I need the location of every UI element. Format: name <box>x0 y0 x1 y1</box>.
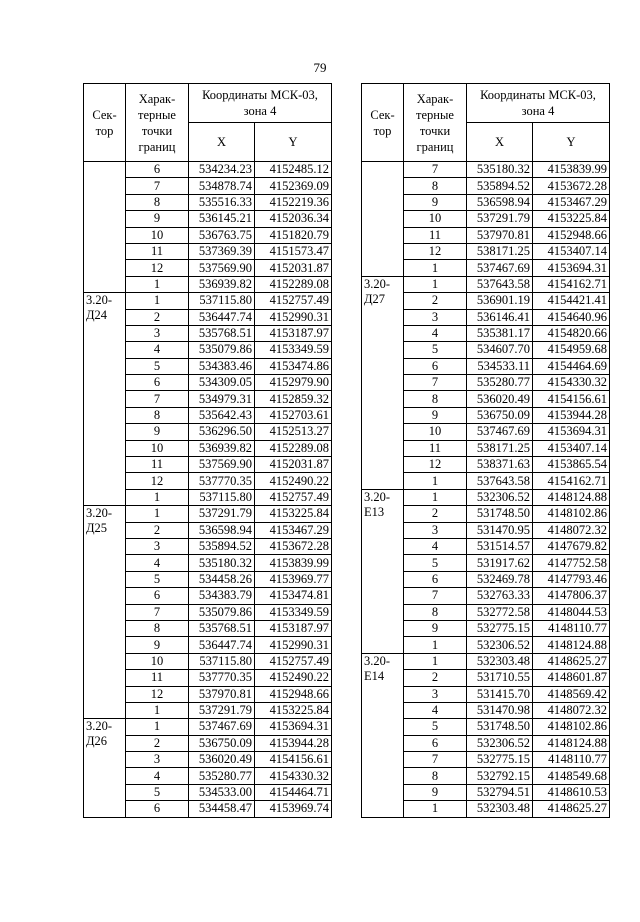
point-number: 7 <box>404 752 467 768</box>
header-boundary-points: Харак-терные точки границ <box>404 84 467 162</box>
coord-x: 537115.80 <box>189 293 255 309</box>
coord-y: 4154156.61 <box>255 752 332 768</box>
coord-x: 534607.70 <box>467 342 533 358</box>
point-number: 1 <box>404 260 467 276</box>
coord-x: 537970.81 <box>467 227 533 243</box>
header-y: Y <box>255 123 332 162</box>
point-number: 1 <box>126 489 189 505</box>
point-number: 1 <box>404 653 467 669</box>
coord-y: 4147679.82 <box>533 538 610 554</box>
point-number: 1 <box>404 637 467 653</box>
point-number: 9 <box>126 424 189 440</box>
coord-y: 4154162.71 <box>533 276 610 292</box>
coord-y: 4154330.32 <box>533 375 610 391</box>
coord-y: 4152513.27 <box>255 424 332 440</box>
point-number: 2 <box>404 293 467 309</box>
sector-cell: 3.20-Д26 <box>84 719 126 817</box>
point-number: 8 <box>126 407 189 423</box>
point-number: 1 <box>404 801 467 817</box>
coord-y: 4153839.99 <box>255 555 332 571</box>
coord-x: 532306.52 <box>467 637 533 653</box>
coord-y: 4154421.41 <box>533 293 610 309</box>
coord-y: 4148072.32 <box>533 702 610 718</box>
point-number: 11 <box>126 670 189 686</box>
point-number: 5 <box>404 555 467 571</box>
coord-y: 4153225.84 <box>255 702 332 718</box>
coord-y: 4152990.31 <box>255 309 332 325</box>
coord-y: 4153187.97 <box>255 620 332 636</box>
point-number: 11 <box>404 440 467 456</box>
point-number: 9 <box>126 637 189 653</box>
point-number: 1 <box>126 276 189 292</box>
coord-x: 535280.77 <box>467 375 533 391</box>
coord-y: 4148124.88 <box>533 735 610 751</box>
coord-y: 4154162.71 <box>533 473 610 489</box>
coord-y: 4153969.74 <box>255 801 332 817</box>
point-number: 8 <box>404 178 467 194</box>
point-number: 8 <box>404 604 467 620</box>
point-number: 8 <box>126 620 189 636</box>
coord-y: 4154156.61 <box>533 391 610 407</box>
coord-x: 536750.09 <box>467 407 533 423</box>
table-row <box>362 276 610 292</box>
coord-y: 4152979.90 <box>255 375 332 391</box>
coord-x: 534309.05 <box>189 375 255 391</box>
coord-y: 4148569.42 <box>533 686 610 702</box>
coord-y: 4152219.36 <box>255 194 332 210</box>
coord-x: 536296.50 <box>189 424 255 440</box>
point-number: 9 <box>404 784 467 800</box>
coord-x: 535768.51 <box>189 620 255 636</box>
sector-cell: 3.20-Д25 <box>84 506 126 719</box>
table-row <box>84 719 332 735</box>
coord-x: 536447.74 <box>189 309 255 325</box>
coord-x: 536598.94 <box>467 194 533 210</box>
coord-x: 534383.46 <box>189 358 255 374</box>
coord-y: 4153467.29 <box>255 522 332 538</box>
coord-x: 535894.52 <box>189 538 255 554</box>
coord-x: 531748.50 <box>467 719 533 735</box>
coord-y: 4154464.69 <box>533 358 610 374</box>
coord-y: 4148044.53 <box>533 604 610 620</box>
coord-x: 532794.51 <box>467 784 533 800</box>
sector-cell <box>84 162 126 293</box>
point-number: 7 <box>404 162 467 178</box>
coord-x: 536447.74 <box>189 637 255 653</box>
coord-x: 535079.86 <box>189 604 255 620</box>
coord-x: 536939.82 <box>189 276 255 292</box>
coord-x: 532303.48 <box>467 801 533 817</box>
coord-x: 532306.52 <box>467 489 533 505</box>
coord-x: 535180.32 <box>189 555 255 571</box>
coord-x: 531710.55 <box>467 670 533 686</box>
coord-x: 537770.35 <box>189 670 255 686</box>
coord-x: 538171.25 <box>467 440 533 456</box>
coord-y: 4153944.28 <box>533 407 610 423</box>
point-number: 1 <box>404 489 467 505</box>
coord-y: 4152757.49 <box>255 293 332 309</box>
coord-x: 538171.25 <box>467 243 533 259</box>
coord-x: 536146.41 <box>467 309 533 325</box>
coord-x: 537291.79 <box>189 506 255 522</box>
point-number: 12 <box>404 243 467 259</box>
coord-x: 531470.98 <box>467 702 533 718</box>
coord-x: 537115.80 <box>189 653 255 669</box>
table-row <box>362 653 610 669</box>
point-number: 5 <box>126 358 189 374</box>
coord-x: 535768.51 <box>189 325 255 341</box>
point-number: 4 <box>126 768 189 784</box>
point-number: 7 <box>126 604 189 620</box>
point-number: 1 <box>126 506 189 522</box>
coord-y: 4152036.34 <box>255 211 332 227</box>
coord-x: 536145.21 <box>189 211 255 227</box>
page-number: 79 <box>313 60 327 75</box>
coord-y: 4153694.31 <box>255 719 332 735</box>
point-number: 1 <box>126 702 189 718</box>
coord-y: 4148625.27 <box>533 653 610 669</box>
coord-y: 4153672.28 <box>533 178 610 194</box>
coord-y: 4148625.27 <box>533 801 610 817</box>
point-number: 7 <box>404 375 467 391</box>
coord-x: 535280.77 <box>189 768 255 784</box>
point-number: 6 <box>126 801 189 817</box>
point-number: 10 <box>126 227 189 243</box>
point-number: 2 <box>126 735 189 751</box>
coord-y: 4152757.49 <box>255 653 332 669</box>
point-number: 11 <box>126 457 189 473</box>
coord-x: 532303.48 <box>467 653 533 669</box>
coord-x: 534458.47 <box>189 801 255 817</box>
point-number: 9 <box>404 620 467 636</box>
coord-y: 4152031.87 <box>255 260 332 276</box>
coord-x: 535079.86 <box>189 342 255 358</box>
coord-y: 4148102.86 <box>533 719 610 735</box>
coord-x: 537291.79 <box>467 211 533 227</box>
coord-y: 4153225.84 <box>533 211 610 227</box>
point-number: 2 <box>126 522 189 538</box>
coord-y: 4152948.66 <box>533 227 610 243</box>
point-number: 2 <box>404 506 467 522</box>
coord-y: 4152490.22 <box>255 670 332 686</box>
coord-x: 534533.11 <box>467 358 533 374</box>
coord-y: 4154330.32 <box>255 768 332 784</box>
coord-x: 531748.50 <box>467 506 533 522</box>
coord-y: 4148110.77 <box>533 752 610 768</box>
table-row <box>84 293 332 309</box>
coord-y: 4152031.87 <box>255 457 332 473</box>
coord-x: 531514.57 <box>467 538 533 554</box>
point-number: 3 <box>404 522 467 538</box>
coord-y: 4151820.79 <box>255 227 332 243</box>
point-number: 12 <box>404 457 467 473</box>
coord-y: 4153349.59 <box>255 604 332 620</box>
table-row <box>84 506 332 522</box>
sector-cell: 3.20-Д27 <box>362 276 404 489</box>
coord-y: 4151573.47 <box>255 243 332 259</box>
coordinates-table-right <box>361 83 610 818</box>
point-number: 10 <box>404 211 467 227</box>
point-number: 8 <box>404 391 467 407</box>
point-number: 1 <box>404 473 467 489</box>
point-number: 4 <box>404 325 467 341</box>
coord-y: 4153694.31 <box>533 424 610 440</box>
header-x: X <box>189 123 255 162</box>
point-number: 3 <box>126 538 189 554</box>
point-number: 4 <box>404 702 467 718</box>
coord-x: 535516.33 <box>189 194 255 210</box>
coord-x: 537467.69 <box>467 260 533 276</box>
coord-x: 536750.09 <box>189 735 255 751</box>
point-number: 8 <box>126 194 189 210</box>
coord-y: 4154464.71 <box>255 784 332 800</box>
header-y: Y <box>533 123 610 162</box>
point-number: 6 <box>404 358 467 374</box>
header-coordinates: Координаты МСК-03, зона 4 <box>189 84 332 123</box>
coord-x: 532792.15 <box>467 768 533 784</box>
coord-y: 4147806.37 <box>533 588 610 604</box>
coord-y: 4153839.99 <box>533 162 610 178</box>
coord-x: 535180.32 <box>467 162 533 178</box>
coord-y: 4148601.87 <box>533 670 610 686</box>
coord-x: 532469.78 <box>467 571 533 587</box>
point-number: 6 <box>404 735 467 751</box>
point-number: 6 <box>126 375 189 391</box>
coord-x: 537369.39 <box>189 243 255 259</box>
point-number: 5 <box>126 784 189 800</box>
sector-cell: 3.20-Е14 <box>362 653 404 817</box>
coord-x: 536598.94 <box>189 522 255 538</box>
coord-y: 4148610.53 <box>533 784 610 800</box>
coord-y: 4153672.28 <box>255 538 332 554</box>
point-number: 1 <box>126 293 189 309</box>
point-number: 7 <box>126 178 189 194</box>
sector-cell <box>362 162 404 277</box>
table-row <box>362 162 610 178</box>
coord-y: 4153407.14 <box>533 440 610 456</box>
coord-x: 536939.82 <box>189 440 255 456</box>
point-number: 1 <box>126 719 189 735</box>
point-number: 9 <box>404 407 467 423</box>
point-number: 3 <box>404 686 467 702</box>
coord-y: 4154959.68 <box>533 342 610 358</box>
coord-x: 534458.26 <box>189 571 255 587</box>
point-number: 10 <box>126 440 189 456</box>
coord-y: 4153865.54 <box>533 457 610 473</box>
coord-y: 4154820.66 <box>533 325 610 341</box>
coord-y: 4152703.61 <box>255 407 332 423</box>
table-row <box>84 162 332 178</box>
coord-x: 534234.23 <box>189 162 255 178</box>
coord-x: 535642.43 <box>189 407 255 423</box>
coord-y: 4148124.88 <box>533 489 610 505</box>
point-number: 9 <box>404 194 467 210</box>
point-number: 7 <box>126 391 189 407</box>
coord-y: 4152485.12 <box>255 162 332 178</box>
coord-x: 534533.00 <box>189 784 255 800</box>
coord-x: 531415.70 <box>467 686 533 702</box>
coord-y: 4152990.31 <box>255 637 332 653</box>
coord-y: 4152289.08 <box>255 276 332 292</box>
coord-y: 4152948.66 <box>255 686 332 702</box>
coord-y: 4148102.86 <box>533 506 610 522</box>
point-number: 10 <box>126 653 189 669</box>
point-number: 7 <box>404 588 467 604</box>
point-number: 3 <box>126 752 189 768</box>
coord-x: 536901.19 <box>467 293 533 309</box>
point-number: 5 <box>404 719 467 735</box>
header-sector: Сек-тор <box>362 84 404 162</box>
coord-y: 4147793.46 <box>533 571 610 587</box>
header-boundary-points: Харак-терные точки границ <box>126 84 189 162</box>
point-number: 2 <box>404 670 467 686</box>
point-number: 6 <box>126 588 189 604</box>
point-number: 5 <box>404 342 467 358</box>
coord-y: 4153969.77 <box>255 571 332 587</box>
point-number: 12 <box>126 260 189 276</box>
coord-x: 534878.74 <box>189 178 255 194</box>
coord-y: 4148549.68 <box>533 768 610 784</box>
header-x: X <box>467 123 533 162</box>
coord-x: 537643.58 <box>467 473 533 489</box>
point-number: 3 <box>404 309 467 325</box>
point-number: 4 <box>126 342 189 358</box>
coord-x: 531470.95 <box>467 522 533 538</box>
coord-y: 4148124.88 <box>533 637 610 653</box>
coord-y: 4154640.96 <box>533 309 610 325</box>
coord-x: 534979.31 <box>189 391 255 407</box>
coord-x: 535894.52 <box>467 178 533 194</box>
coord-x: 531917.62 <box>467 555 533 571</box>
point-number: 1 <box>404 276 467 292</box>
point-number: 2 <box>126 309 189 325</box>
point-number: 3 <box>126 325 189 341</box>
coord-x: 536763.75 <box>189 227 255 243</box>
coord-y: 4153944.28 <box>255 735 332 751</box>
coord-x: 535381.17 <box>467 325 533 341</box>
coord-y: 4153225.84 <box>255 506 332 522</box>
coord-y: 4153474.86 <box>255 358 332 374</box>
point-number: 11 <box>404 227 467 243</box>
point-number: 4 <box>126 555 189 571</box>
point-number: 4 <box>404 538 467 554</box>
point-number: 8 <box>404 768 467 784</box>
point-number: 10 <box>404 424 467 440</box>
point-number: 5 <box>126 571 189 587</box>
coord-x: 537643.58 <box>467 276 533 292</box>
coord-y: 4153187.97 <box>255 325 332 341</box>
coord-x: 538371.63 <box>467 457 533 473</box>
header-coordinates: Координаты МСК-03, зона 4 <box>467 84 610 123</box>
coord-x: 532775.15 <box>467 752 533 768</box>
coordinates-table-left <box>83 83 332 818</box>
coord-y: 4152289.08 <box>255 440 332 456</box>
coord-y: 4152757.49 <box>255 489 332 505</box>
coord-y: 4152859.32 <box>255 391 332 407</box>
coord-y: 4153349.59 <box>255 342 332 358</box>
coord-x: 537569.90 <box>189 457 255 473</box>
table-row <box>362 489 610 505</box>
coord-y: 4148110.77 <box>533 620 610 636</box>
coord-x: 537467.69 <box>189 719 255 735</box>
header-sector: Сек-тор <box>84 84 126 162</box>
coord-y: 4153407.14 <box>533 243 610 259</box>
coord-x: 532772.58 <box>467 604 533 620</box>
coord-x: 536020.49 <box>467 391 533 407</box>
coord-x: 537467.69 <box>467 424 533 440</box>
coord-x: 532306.52 <box>467 735 533 751</box>
coord-x: 532775.15 <box>467 620 533 636</box>
coord-y: 4153474.81 <box>255 588 332 604</box>
sector-cell: 3.20-Е13 <box>362 489 404 653</box>
coord-y: 4152369.09 <box>255 178 332 194</box>
coord-y: 4153467.29 <box>533 194 610 210</box>
coord-y: 4148072.32 <box>533 522 610 538</box>
coord-x: 536020.49 <box>189 752 255 768</box>
coord-x: 534383.79 <box>189 588 255 604</box>
point-number: 11 <box>126 243 189 259</box>
coord-y: 4153694.31 <box>533 260 610 276</box>
point-number: 12 <box>126 473 189 489</box>
coord-x: 537770.35 <box>189 473 255 489</box>
point-number: 9 <box>126 211 189 227</box>
coord-y: 4152490.22 <box>255 473 332 489</box>
coord-y: 4147752.58 <box>533 555 610 571</box>
sector-cell: 3.20-Д24 <box>84 293 126 506</box>
coord-x: 532763.33 <box>467 588 533 604</box>
point-number: 12 <box>126 686 189 702</box>
coord-x: 537115.80 <box>189 489 255 505</box>
coord-x: 537970.81 <box>189 686 255 702</box>
coord-x: 537569.90 <box>189 260 255 276</box>
point-number: 6 <box>404 571 467 587</box>
coord-x: 537291.79 <box>189 702 255 718</box>
point-number: 6 <box>126 162 189 178</box>
